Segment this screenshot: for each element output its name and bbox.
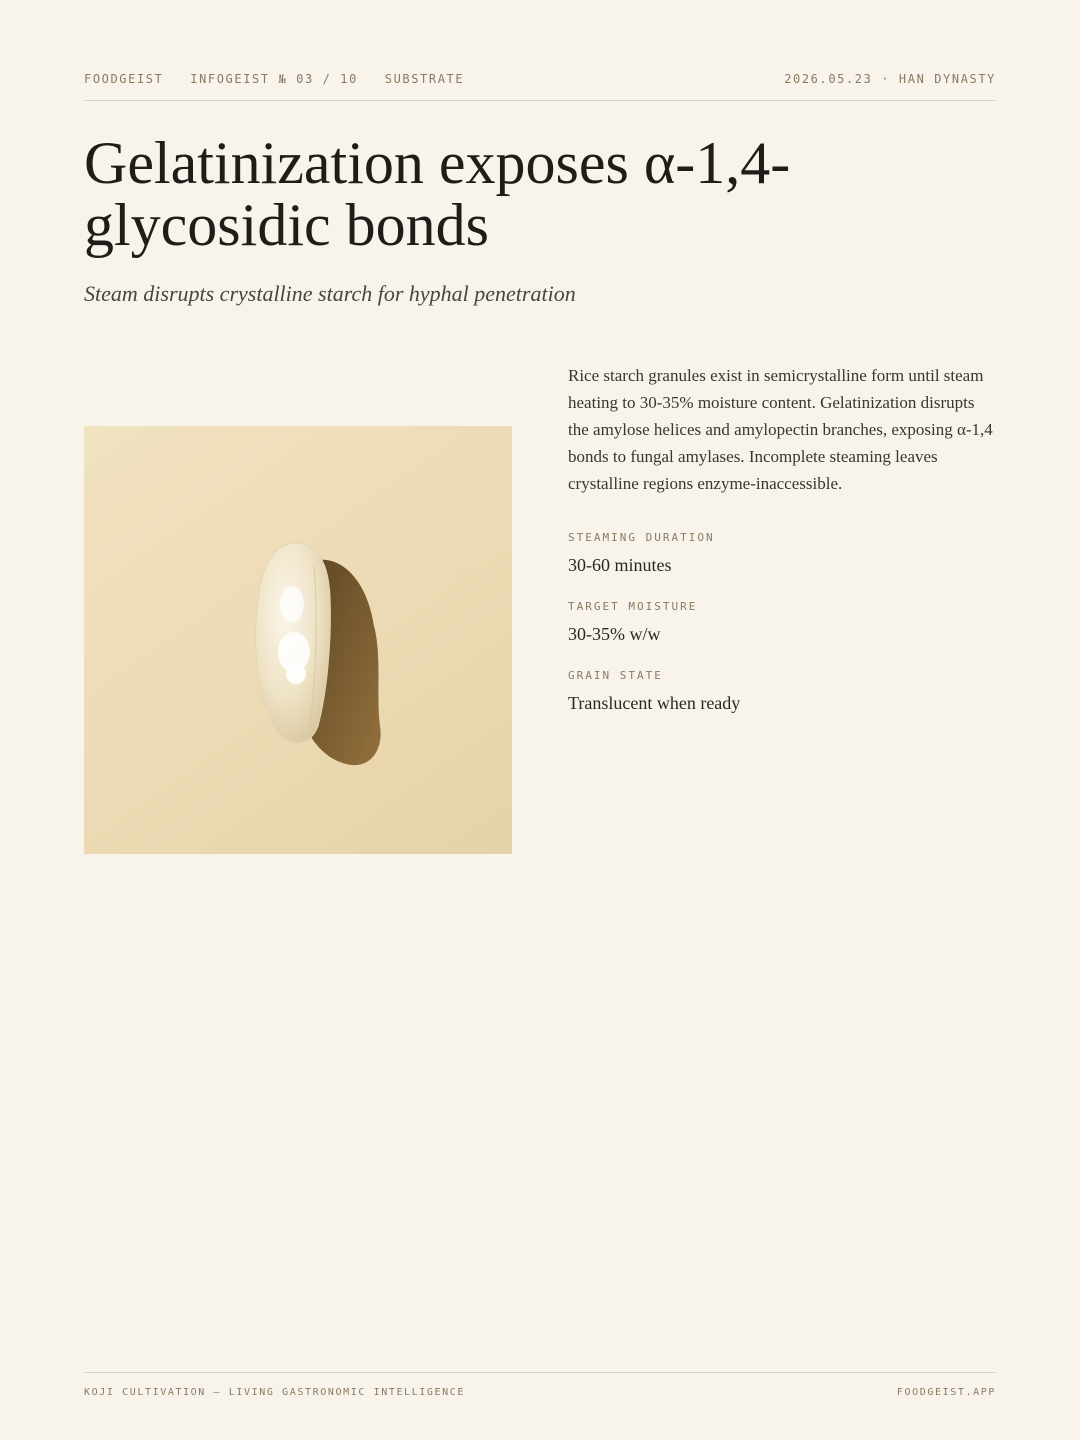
- section-label: SUBSTRATE: [384, 72, 465, 86]
- spec-label: TARGET MOISTURE: [568, 600, 698, 613]
- header-meta-left: [84, 72, 482, 86]
- brand-label: FOODGEIST: [84, 72, 164, 86]
- footer-site-link[interactable]: FOODGEIST.APP: [896, 1387, 996, 1398]
- date-era-label: 2026.05.23 · HAN DYNASTY: [784, 72, 996, 86]
- page-title: Gelatinization exposes α-1,4-glycosidic bonds: [84, 130, 791, 258]
- spec-steaming-duration: [568, 531, 998, 576]
- spec-grain-state: [568, 669, 998, 714]
- spec-value: 30-60 minutes: [568, 555, 672, 575]
- page-subtitle: Steam disrupts crystalline starch for hyphal penetration: [84, 281, 576, 306]
- spec-label: GRAIN STATE: [568, 669, 663, 682]
- rice-grain-icon: [84, 426, 512, 854]
- spec-target-moisture: [568, 600, 998, 645]
- article-body: Rice starch granules exist in semicrystalline form until steam heating to 30-35% moisture content. Gelatinization disrupts the amylose helices and amylopectin branches, exposing α-1,4 bonds to fungal amylases. Incomplete steaming leaves crystalline regions enzyme-inaccessible.: [568, 366, 993, 493]
- spec-value: 30-35% w/w: [568, 624, 661, 644]
- spec-value: Translucent when ready: [568, 693, 741, 713]
- issue-label: INFOGEIST № 03 / 10: [190, 72, 358, 86]
- spec-label: STEAMING DURATION: [568, 531, 715, 544]
- rice-grain-photo: [84, 426, 512, 854]
- footer-tagline: KOJI CULTIVATION — LIVING GASTRONOMIC INTELLIGENCE: [84, 1387, 466, 1398]
- page-footer: [84, 1372, 996, 1398]
- page-header: [84, 70, 996, 101]
